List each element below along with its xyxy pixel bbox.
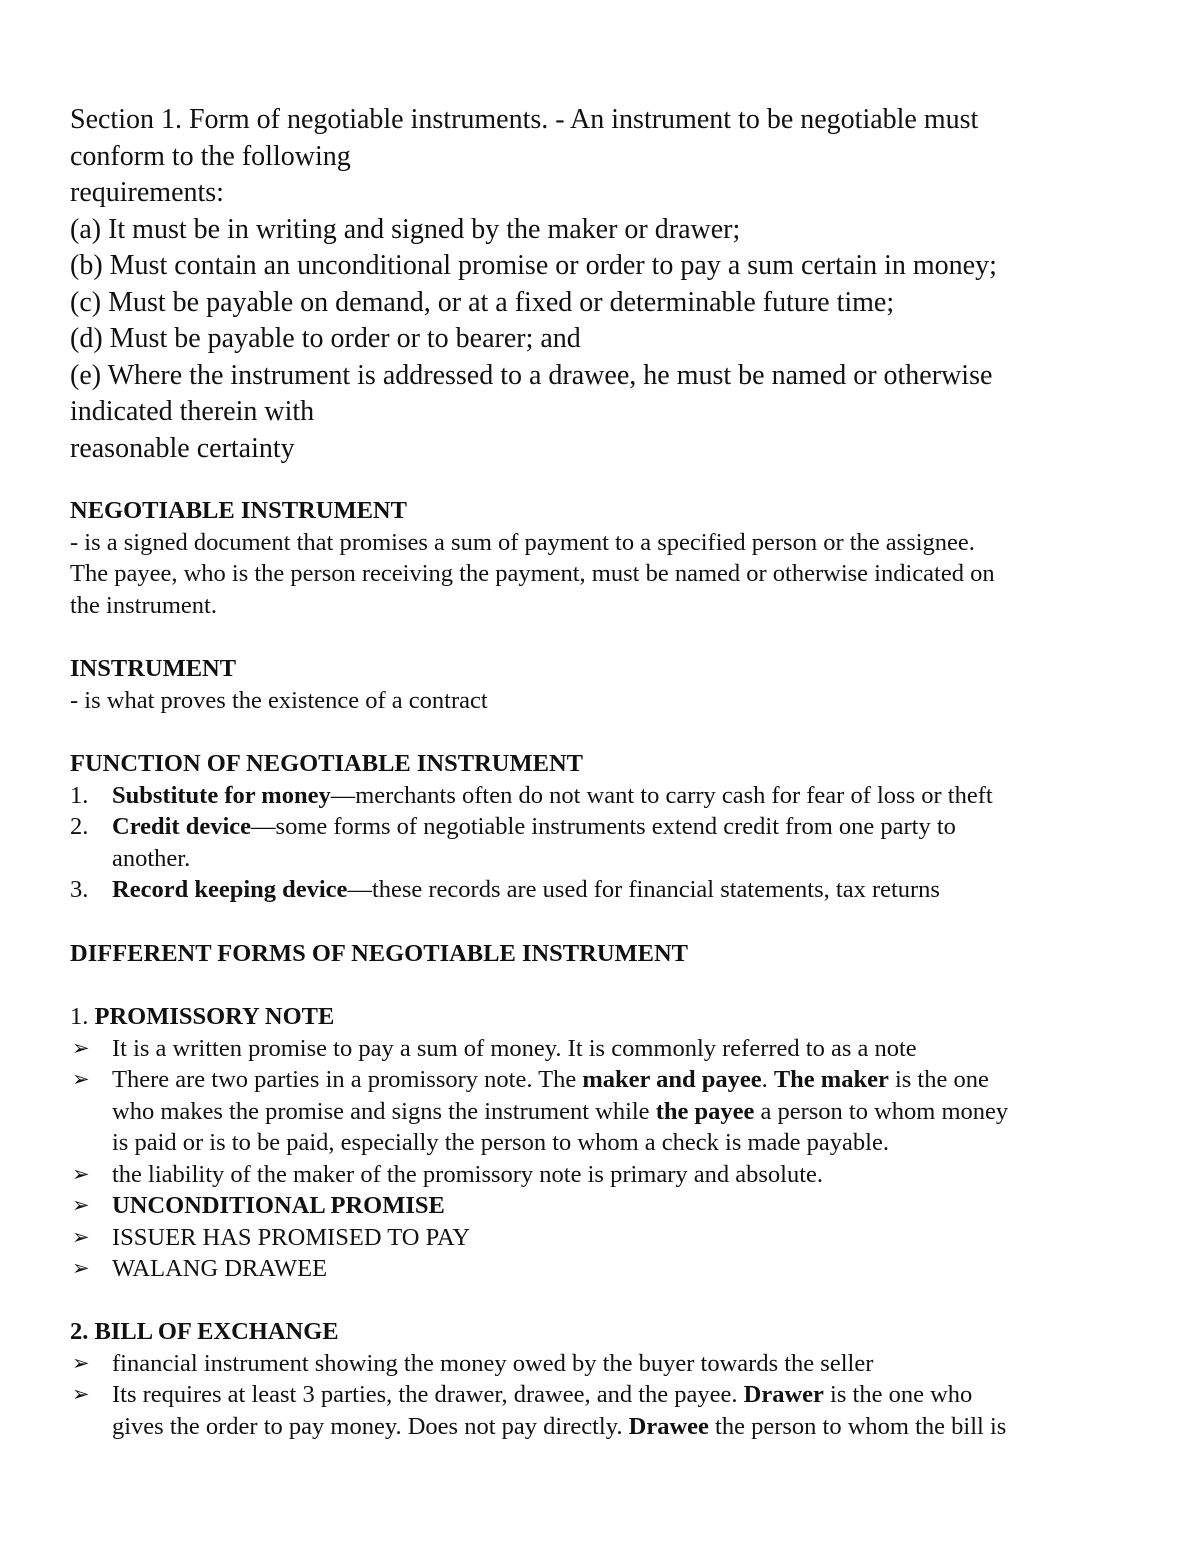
text-line: conform to the following xyxy=(70,140,351,172)
requirement-c: (c) Must be payable on demand, or at a fixed or determinable future time; xyxy=(70,286,895,318)
list-term: Credit device xyxy=(112,813,252,840)
requirement-d: (d) Must be payable to order or to bearer; and xyxy=(70,323,581,354)
text-line: - is a signed document that promises a sum of payment to a specified person or the assignee. xyxy=(70,528,975,556)
arrow-bullet-icon: ➢ xyxy=(72,1256,90,1280)
bullet-item: ➢ UNCONDITIONAL PROMISE xyxy=(70,1190,1140,1222)
list-item xyxy=(70,780,1140,812)
section-heading: NEGOTIABLE INSTRUMENT xyxy=(70,497,407,524)
text-line: the instrument. xyxy=(70,591,217,619)
forms-section xyxy=(70,938,1140,970)
requirement-b: (b) Must contain an unconditional promise or order to pay a sum certain in money; xyxy=(70,250,997,281)
list-term: Record keeping device xyxy=(112,876,348,903)
requirement-e: (e) Where the instrument is addressed to a drawee, he must be named or otherwise xyxy=(70,359,993,391)
list-term: Substitute for money xyxy=(112,781,331,809)
text-line: reasonable certainty xyxy=(70,432,295,464)
negotiable-instrument-section xyxy=(70,495,1140,621)
bullet-item: ➢ There are two parties in a promissory note. The maker and payee. The maker is the one xyxy=(70,1064,1140,1096)
list-text: another. xyxy=(112,844,191,872)
arrow-bullet-icon: ➢ xyxy=(72,1161,90,1186)
list-item xyxy=(70,811,1140,843)
arrow-bullet-icon: ➢ xyxy=(72,1067,90,1091)
bullet-item: ➢ It is a written promise to pay a sum of money. It is commonly referred to as a note xyxy=(70,1033,1140,1065)
bullet-item: ➢ ISSUER HAS PROMISED TO PAY xyxy=(70,1222,1140,1254)
section-heading: INSTRUMENT xyxy=(70,655,237,682)
text-line: Section 1. Form of negotiable instruments. - An instrument to be negotiable must xyxy=(70,104,979,135)
bullet-continuation: gives the order to pay money. Does not pay directly. Drawee the person to whom the bill is xyxy=(112,1412,1007,1440)
text-line: indicated therein with xyxy=(70,396,315,427)
list-number: 2. xyxy=(70,813,89,840)
section-1-text xyxy=(70,102,1140,467)
list-text: —merchants often do not want to carry cash for fear of loss or theft xyxy=(330,781,993,809)
bullet-item: ➢ the liability of the maker of the promissory note is primary and absolute. xyxy=(70,1159,1140,1191)
requirement-a: (a) It must be in writing and signed by the maker or drawer; xyxy=(70,213,741,245)
function-section xyxy=(70,748,1140,906)
list-number: 3. xyxy=(70,876,89,903)
bill-of-exchange-section xyxy=(70,1316,1140,1442)
instrument-section xyxy=(70,653,1140,716)
subsection-heading: 2. BILL OF EXCHANGE xyxy=(70,1318,339,1345)
text-line: - is what proves the existence of a contract xyxy=(70,686,488,714)
section-heading: DIFFERENT FORMS OF NEGOTIABLE INSTRUMENT xyxy=(70,940,689,967)
text-line: requirements: xyxy=(70,177,224,208)
bullet-item: ➢ financial instrument showing the money owed by the buyer towards the seller xyxy=(70,1348,1140,1380)
bullet-continuation: is paid or is to be paid, especially the person to whom a check is made payable. xyxy=(112,1129,889,1156)
text-line: The payee, who is the person receiving the payment, must be named or otherwise indicated on xyxy=(70,560,995,587)
list-item-continuation xyxy=(70,843,1140,875)
promissory-note-section xyxy=(70,1001,1140,1285)
arrow-bullet-icon: ➢ xyxy=(72,1035,90,1060)
arrow-bullet-icon: ➢ xyxy=(72,1382,90,1406)
arrow-bullet-icon: ➢ xyxy=(72,1350,90,1375)
bullet-item: ➢ WALANG DRAWEE xyxy=(70,1253,1140,1285)
bullet-item: ➢ Its requires at least 3 parties, the drawer, drawee, and the payee. Drawer is the one who xyxy=(70,1379,1140,1411)
arrow-bullet-icon: ➢ xyxy=(72,1224,90,1249)
list-number: 1. xyxy=(70,781,89,809)
bullet-continuation: who makes the promise and signs the instrument while the payee a person to whom money xyxy=(112,1097,1009,1125)
arrow-bullet-icon: ➢ xyxy=(72,1193,90,1217)
subsection-heading: 1. PROMISSORY NOTE xyxy=(70,1003,335,1030)
list-text: —some forms of negotiable instruments extend credit from one party to xyxy=(251,813,956,840)
list-item xyxy=(70,874,1140,906)
section-heading: FUNCTION OF NEGOTIABLE INSTRUMENT xyxy=(70,750,583,777)
list-text: —these records are used for financial statements, tax returns xyxy=(347,876,940,903)
